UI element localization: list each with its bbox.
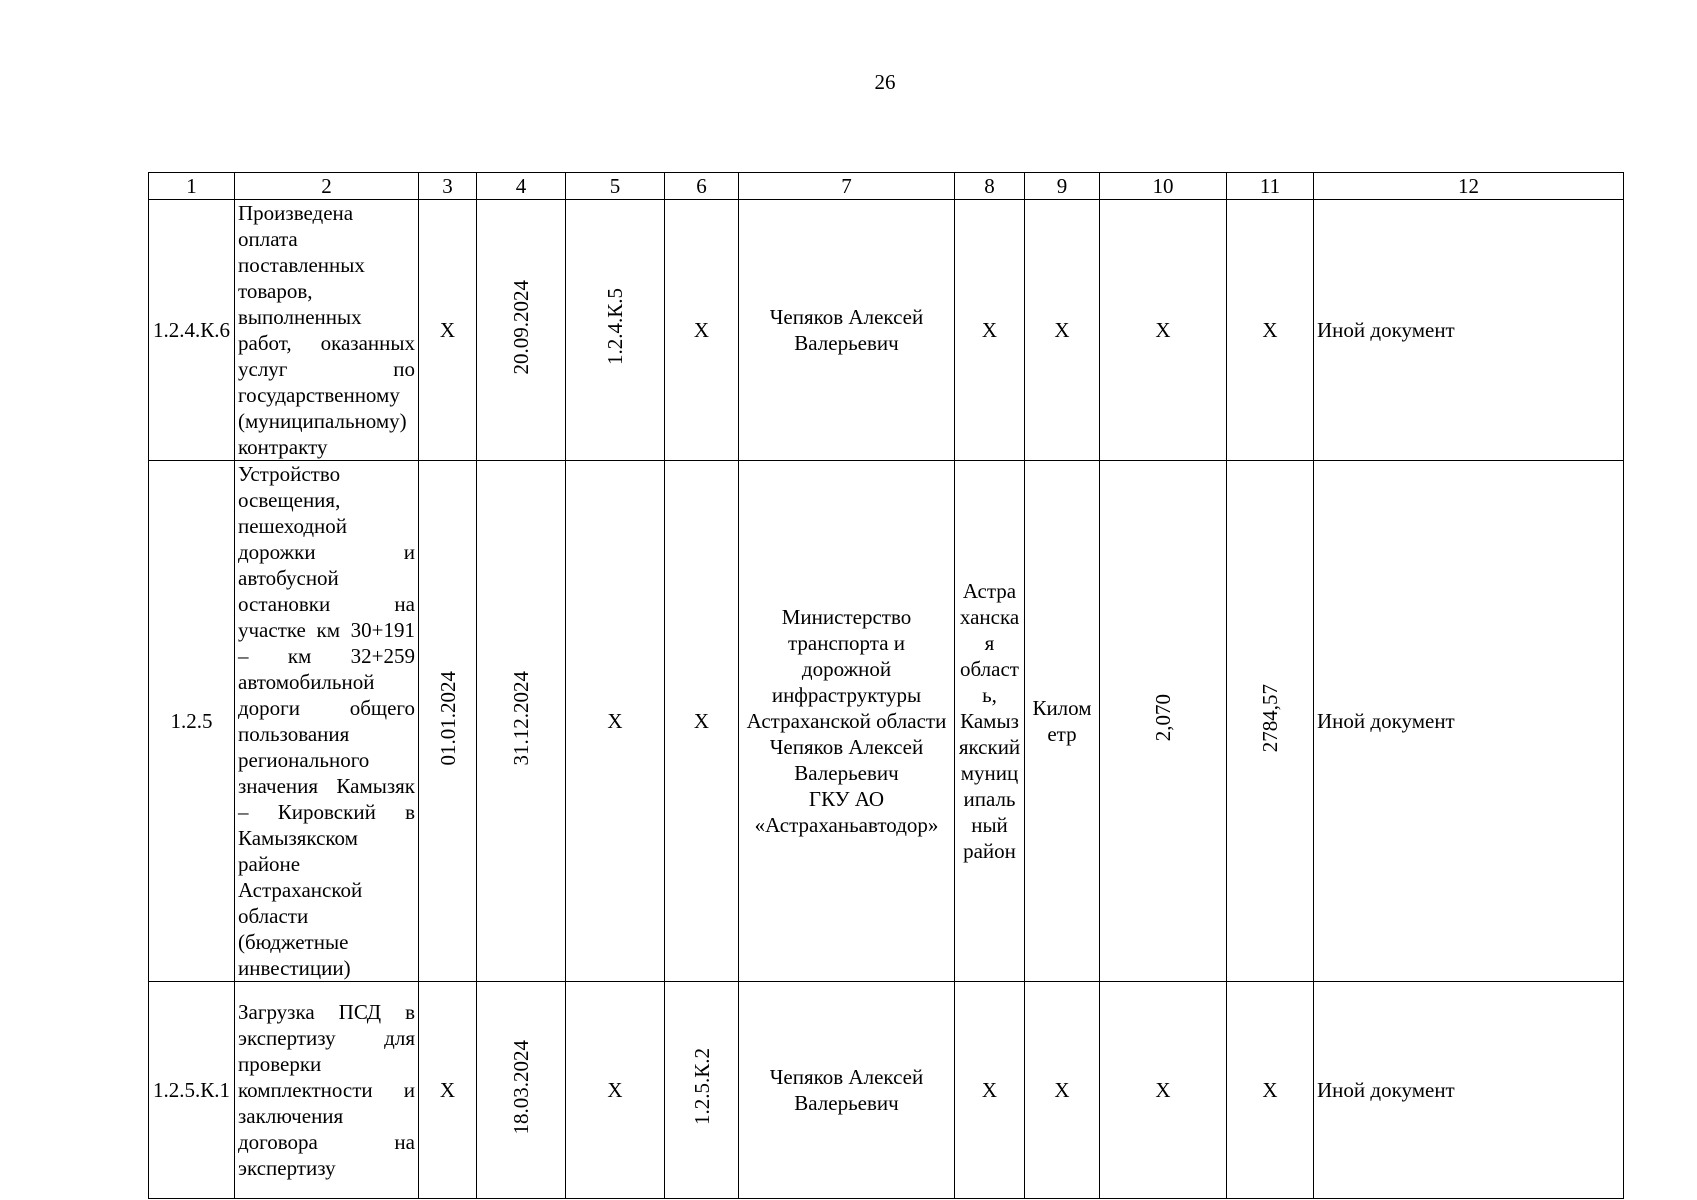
column-header: 6	[665, 173, 739, 200]
cost-cell	[1227, 461, 1314, 982]
column-header: 7	[739, 173, 955, 200]
document-type-cell: Иной документ	[1314, 461, 1624, 982]
successor-cell	[665, 982, 739, 1199]
predecessor-cell: Х	[566, 461, 665, 982]
column-header: 9	[1025, 173, 1100, 200]
end-date: 18.03.2024	[509, 1039, 533, 1135]
plan-table	[148, 172, 1624, 1199]
row-description: Произведена оплата поставленных товаров, выполненных работ, оказанных услуг по государственному (муниципальному) контракту	[235, 200, 419, 461]
document-type-cell: Иной документ	[1314, 982, 1624, 1199]
start-date: 01.01.2024	[435, 670, 460, 766]
value-cell: Х	[1100, 982, 1227, 1199]
region-cell: Х	[955, 982, 1025, 1199]
cost: 2784,57	[1258, 683, 1282, 753]
responsible-cell: Чепяков Алексей Валерьевич	[739, 982, 955, 1199]
cost-cell: Х	[1227, 200, 1314, 461]
end-date-cell	[477, 200, 566, 461]
unit-cell: Километр	[1025, 461, 1100, 982]
unit-cell: Х	[1025, 200, 1100, 461]
end-date-cell	[477, 982, 566, 1199]
start-date-cell: Х	[419, 982, 477, 1199]
table-row	[149, 461, 1624, 982]
start-date-cell	[419, 461, 477, 982]
value: 2,070	[1151, 694, 1175, 742]
column-header: 4	[477, 173, 566, 200]
region-cell: Х	[955, 200, 1025, 461]
page-number: 26	[874, 70, 896, 94]
predecessor-cell	[566, 200, 665, 461]
column-header: 3	[419, 173, 477, 200]
end-date: 20.09.2024	[509, 279, 533, 375]
document-type-cell: Иной документ	[1314, 200, 1624, 461]
column-header: 1	[149, 173, 235, 200]
column-header: 5	[566, 173, 665, 200]
responsible-cell	[739, 461, 955, 982]
value-cell: Х	[1100, 200, 1227, 461]
responsible-cell: Чепяков Алексей Валерьевич	[739, 200, 955, 461]
column-header: 8	[955, 173, 1025, 200]
row-id: 1.2.4.К.6	[149, 200, 235, 461]
row-description: Загрузка ПСД в экспертизу для проверки комплектности и заключения договора на экспертизу	[235, 982, 419, 1199]
column-header: 10	[1100, 173, 1227, 200]
column-header: 12	[1314, 173, 1624, 200]
region-cell: Астраханская область, Камызякский муниципальный район	[955, 461, 1025, 982]
responsible-ministry: Министерство транспорта и дорожной инфраструктуры Астраханской области	[746, 605, 947, 733]
value-cell	[1100, 461, 1227, 982]
row-description: Устройство освещения, пешеходной дорожки и автобусной остановки на участке км 30+191 – км 32+259 автомобильной дороги общего пользования регионального значения Камызяк – Кировский в Камызякском районе Астраханской области (бюджетные инвестиции)	[235, 461, 419, 982]
table-header-row	[149, 173, 1624, 200]
column-header: 11	[1227, 173, 1314, 200]
start-date-cell: Х	[419, 200, 477, 461]
table-row	[149, 200, 1624, 461]
table-row	[149, 982, 1624, 1199]
successor-cell: Х	[665, 200, 739, 461]
end-date-cell	[477, 461, 566, 982]
responsible-agency: ГКУ АО «Астраханьавтодор»	[754, 787, 939, 837]
cost-cell: Х	[1227, 982, 1314, 1199]
row-id: 1.2.5	[149, 461, 235, 982]
predecessor: 1.2.4.К.5	[603, 288, 627, 366]
successor: 1.2.5.К.2	[689, 1048, 714, 1126]
end-date: 31.12.2024	[509, 670, 533, 766]
responsible-person: Чепяков Алексей Валерьевич	[769, 735, 924, 785]
row-id: 1.2.5.К.1	[149, 982, 235, 1199]
successor-cell: Х	[665, 461, 739, 982]
column-header: 2	[235, 173, 419, 200]
predecessor-cell: Х	[566, 982, 665, 1199]
unit-cell: Х	[1025, 982, 1100, 1199]
